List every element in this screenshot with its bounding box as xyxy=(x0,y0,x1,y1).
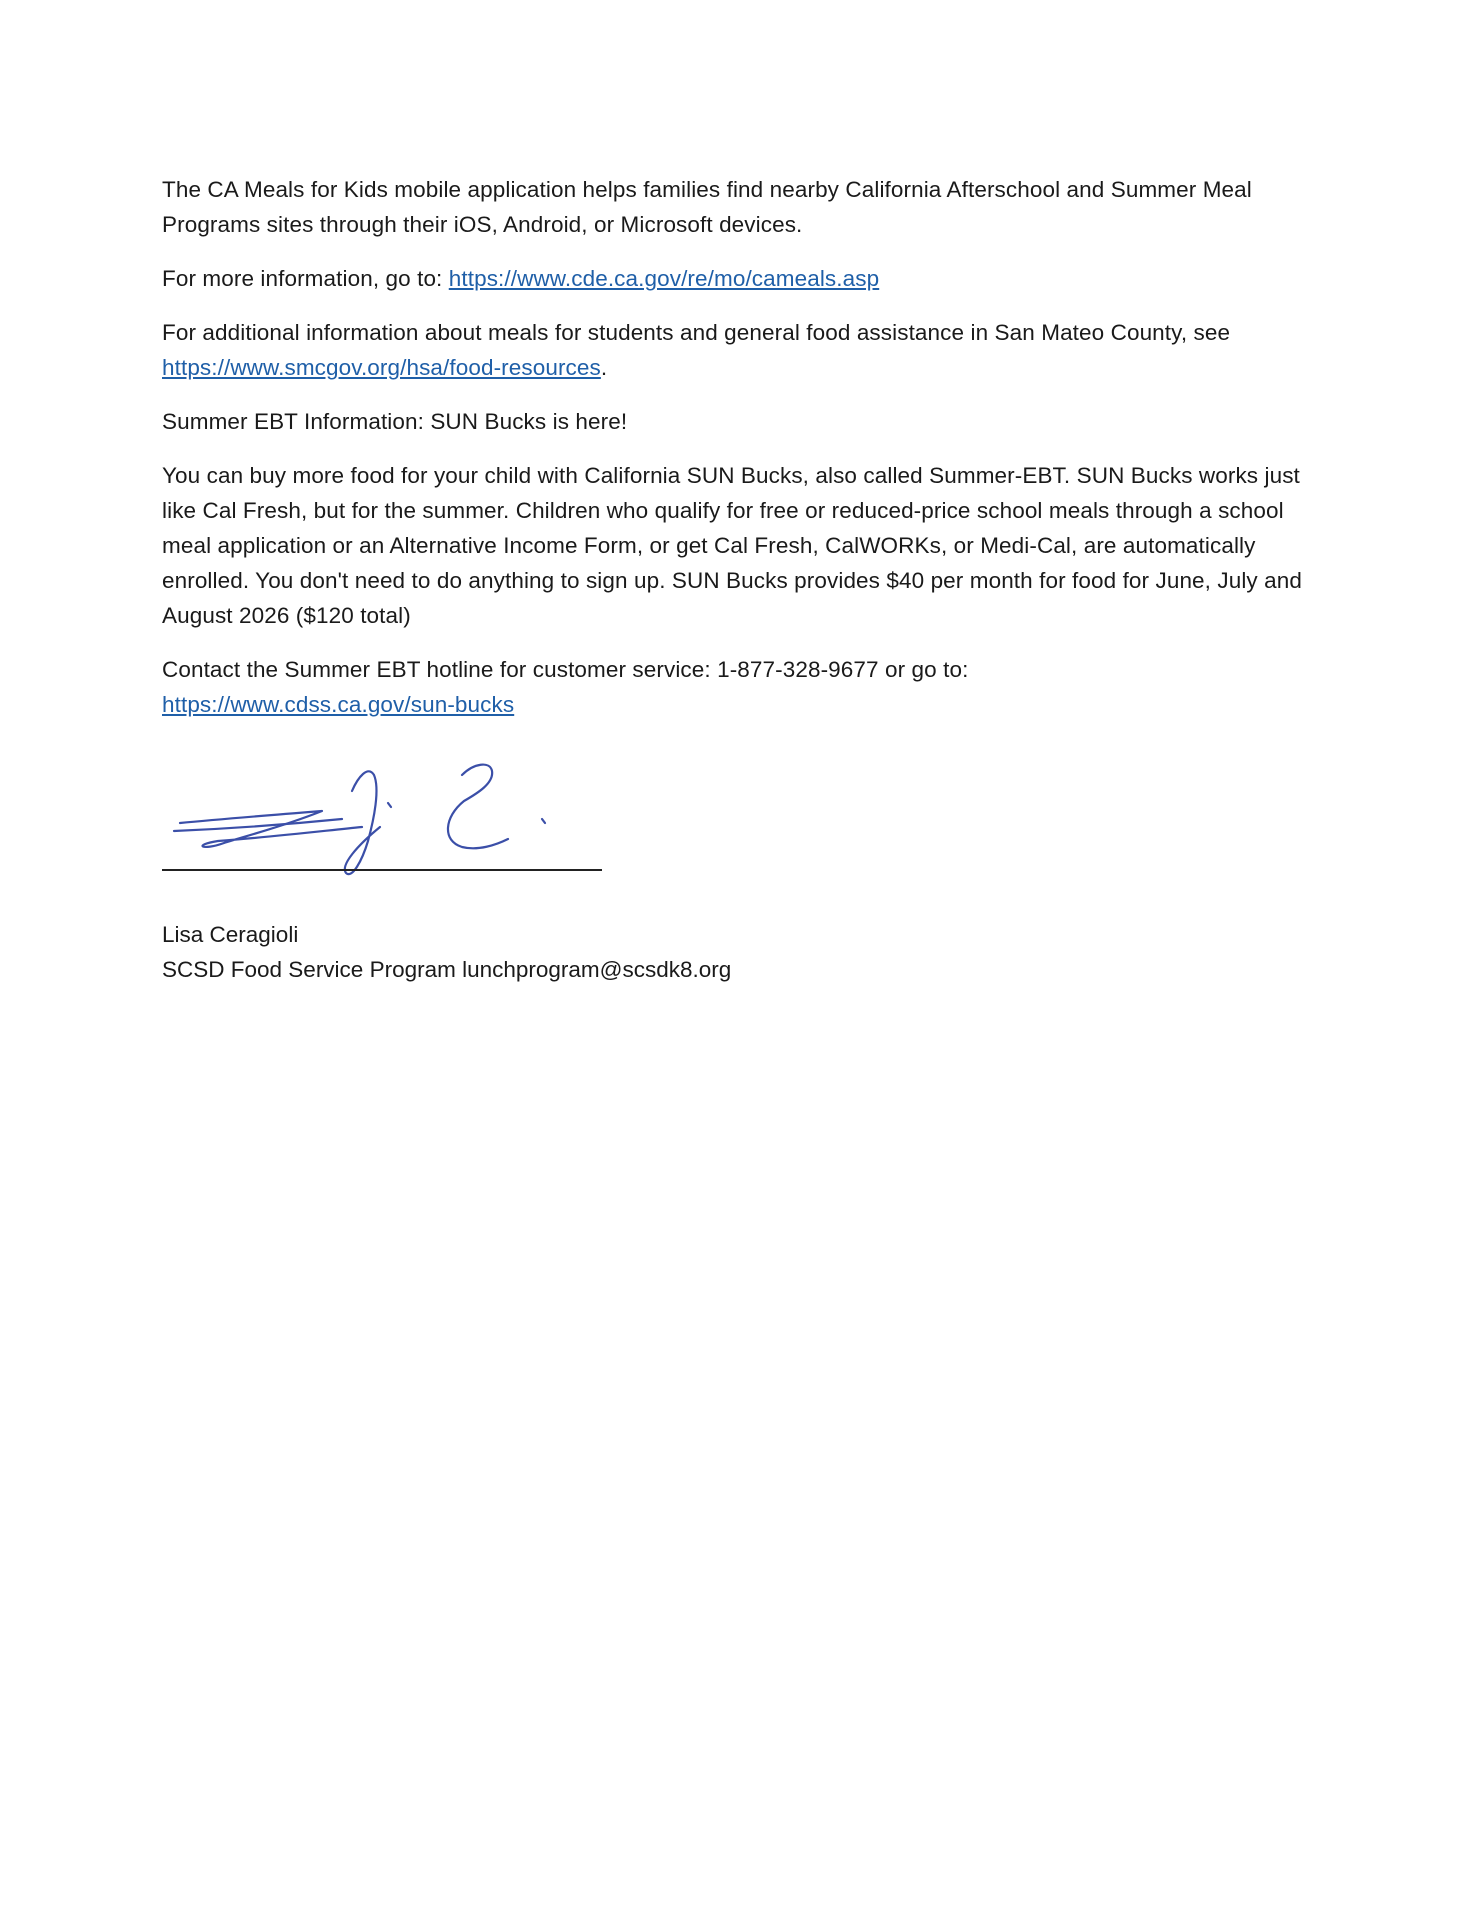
paragraph-additional-info-text: For additional information about meals for students and general food assistance in San Mateo County, see xyxy=(162,320,1231,345)
signature-block xyxy=(162,741,622,911)
signer-name: Lisa Ceragioli xyxy=(162,922,299,947)
handwritten-signature xyxy=(162,741,622,881)
summer-ebt-heading-text: Summer EBT Information: SUN Bucks is here! xyxy=(162,409,628,434)
smcgov-food-resources-link[interactable]: https://www.smcgov.org/hsa/food-resources xyxy=(162,355,601,380)
signature-strokes xyxy=(174,765,545,875)
paragraph-additional-info-suffix: . xyxy=(600,355,608,380)
signature-stroke-dot xyxy=(388,803,391,807)
paragraph-summer-ebt-heading xyxy=(162,404,1302,439)
paragraph-cameals-app xyxy=(162,172,1302,242)
paragraph-more-info-text: For more information, go to: xyxy=(162,266,449,291)
paragraph-additional-info xyxy=(162,315,1302,385)
signer-title-email: SCSD Food Service Program lunchprogram@scsdk8.org xyxy=(162,957,732,982)
cdss-sun-bucks-link[interactable]: https://www.cdss.ca.gov/sun-bucks xyxy=(162,692,515,717)
paragraph-cameals-app-text: The CA Meals for Kids mobile application helps families find nearby California Afterschool and Summer Meal Programs sites through their iOS, Android, or Microsoft devices. xyxy=(162,177,1252,237)
paragraph-more-info xyxy=(162,261,1302,296)
hotline-contact-text: Contact the Summer EBT hotline for customer service: 1-877-328-9677 or go to: xyxy=(162,657,969,682)
paragraph-sun-bucks-details xyxy=(162,458,1302,633)
signature-stroke-tick xyxy=(542,819,545,823)
signature-stroke-f xyxy=(345,771,380,874)
paragraph-hotline-contact xyxy=(162,652,1302,722)
signature-stroke-c xyxy=(448,765,508,849)
signature-line xyxy=(162,869,602,871)
signer-info xyxy=(162,917,1302,987)
cde-cameals-link[interactable]: https://www.cde.ca.gov/re/mo/cameals.asp xyxy=(448,266,880,291)
sun-bucks-details-text: You can buy more food for your child with California SUN Bucks, also called Summer-EBT. SUN Bucks works just like Cal Fresh, but for the summer. Children who qualify for free or reduced-price school meals through a school meal application or an Alternative Income Form, or get Cal Fresh, CalWORKs, or Medi-Cal, are automatically enrolled. You don't need to do anything to sign up. SUN Bucks provides $40 per month for food for June, July and August 2026 ($120 total) xyxy=(162,463,1302,628)
letter-body xyxy=(162,172,1302,987)
